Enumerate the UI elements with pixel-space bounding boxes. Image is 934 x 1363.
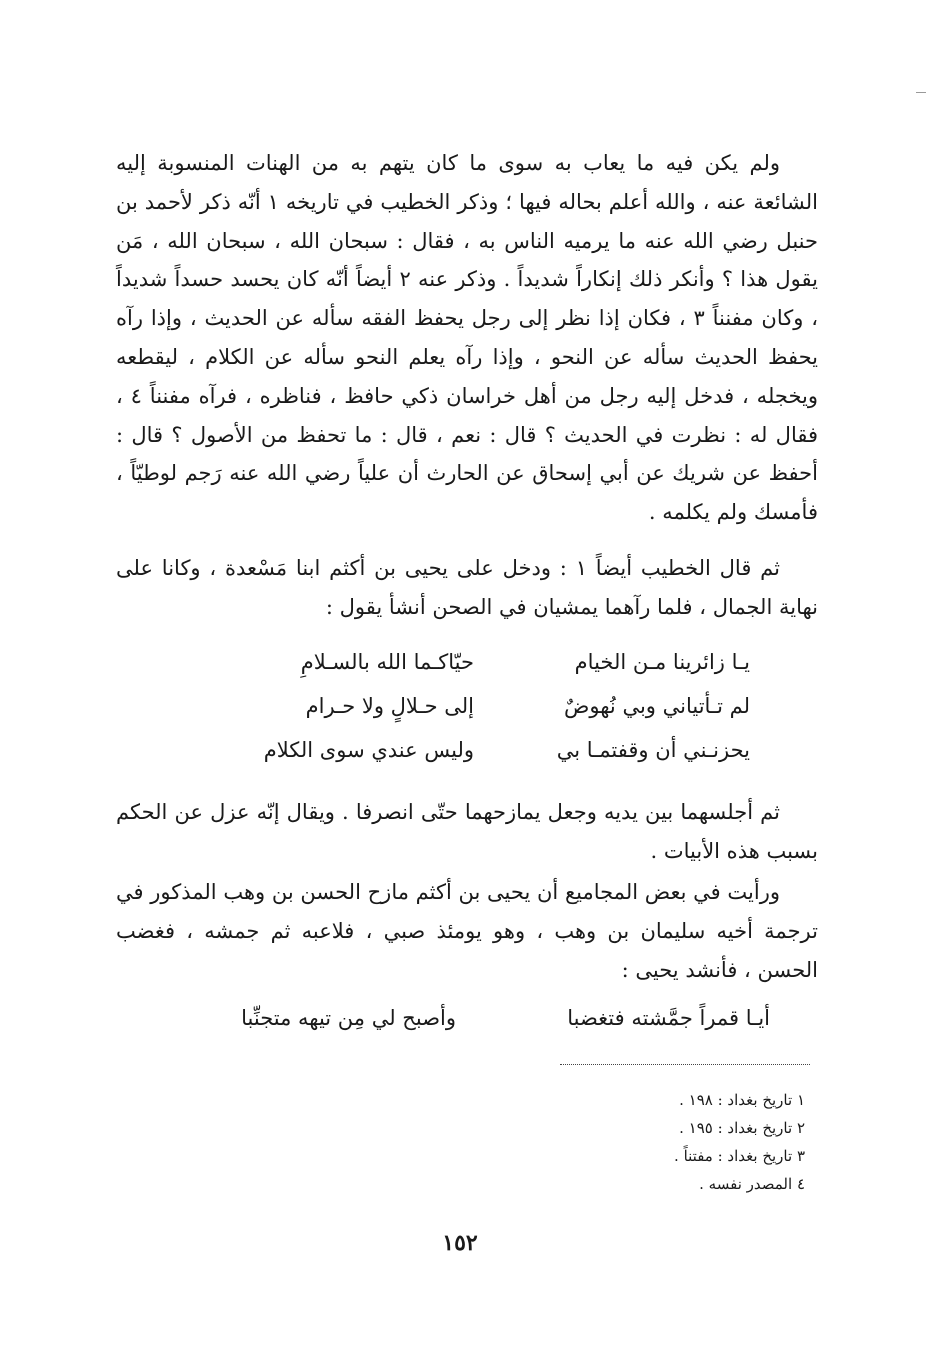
verse-line [150, 684, 750, 728]
footnotes [470, 1086, 805, 1198]
footnote-item: ٤ المصدر نفسه . [699, 1175, 805, 1193]
verse-first-hemistich: يـا زائرينا مـن الخيام [574, 650, 750, 674]
paragraph-dismissal [116, 793, 818, 871]
footnote-divider [560, 1064, 810, 1065]
verse-first-hemistich: لم تـأتياني وبي نُهوضٌ [564, 694, 750, 718]
verse-line [150, 728, 750, 772]
paragraph-khatib-report [116, 144, 818, 532]
paragraph-text: ورأيت في بعض المجاميع أن يحيى بن أكثم مازح الحسن بن وهب المذكور في ترجمة أخيه سليمان بن وهب ، وهو يومئذ صبي ، فلاعبه ثم جمشه ، فغضب الحسن ، فأنشد يحيى : [116, 880, 818, 982]
verse-line [140, 996, 770, 1040]
footnote-item: ١ تاريخ بغداد : ١٩٨ . [679, 1091, 805, 1109]
verse-second-hemistich: حيّاكـما الله بالسـلامِ [300, 650, 474, 674]
page-number: ١٥٢ [442, 1230, 478, 1256]
verse-first-hemistich: أيـا قمراً جمَّشته فتغضبا [567, 1006, 770, 1030]
verse-second-hemistich: إلى حـلالٍ ولا حـرام [305, 694, 474, 718]
poem-verses-2 [140, 996, 770, 1040]
verse-second-hemistich: وليس عندي سوى الكلام [263, 738, 474, 762]
paragraph-text: ثم أجلسهما بين يديه وجعل يمازحهما حتّى انصرفا . ويقال إنّه عزل عن الحكم بسبب هذه الأبيات . [116, 800, 818, 863]
verse-second-hemistich: وأصبح لي مِن تيهه متجنِّبا [241, 1006, 456, 1030]
poem-verses [150, 640, 750, 772]
paragraph-text: ولم يكن فيه ما يعاب به سوى ما كان يتهم به من الهنات المنسوبة إليه الشائعة عنه ، والله أعلم بحاله فيها ؛ وذكر الخطيب في تاريخه ١ أنّه ذكر لأحمد بن حنبل رضي الله عنه ما يرميه الناس به ، فقال : سبحان الله ، سبحان الله ، مَن يقول هذا ؟ وأنكر ذلك إنكاراً شديداً . وذكر عنه ٢ أيضاً أنّه كان يحسد حسداً شديداً ، وكان مفنناً ٣ ، فكان إذا نظر إلى رجل يحفظ الفقه سأله عن الحديث ، وإذا رآه يحفظ الحديث سأله عن النحو ، وإذا رآه يعلم النحو سأله عن الكلام ، ليقطعه ويخجله ، فدخل إليه رجل من أهل خراسان ذكي حافظ ، فناظره ، فرآه مفنناً ٤ ، فقال له : نظرت في الحديث ؟ قال : نعم ، قال : ما تحفظ من الأصول ؟ قال : أحفظ عن شريك عن أبي إسحاق عن الحارث أن علياً رضي الله عنه رَجم لوطيّاً ، فأمسك ولم يكلمه . [116, 151, 818, 525]
verse-line [150, 640, 750, 684]
corner-mark [916, 92, 926, 93]
paragraph-hasan-ibn-wahb [116, 873, 818, 989]
paragraph-ibna-masada [116, 549, 818, 627]
paragraph-text: ثم قال الخطيب أيضاً ١ : ودخل على يحيى بن أكثم ابنا مَسْعدة ، وكانا على نهاية الجمال ، فلما رآهما يمشيان في الصحن أنشأ يقول : [116, 556, 818, 619]
verse-first-hemistich: يحزنـني أن وقفتمـا بي [556, 738, 750, 762]
footnote-item: ٢ تاريخ بغداد : ١٩٥ . [679, 1119, 805, 1137]
footnote-item: ٣ تاريخ بغداد : مفتناً . [674, 1147, 805, 1165]
